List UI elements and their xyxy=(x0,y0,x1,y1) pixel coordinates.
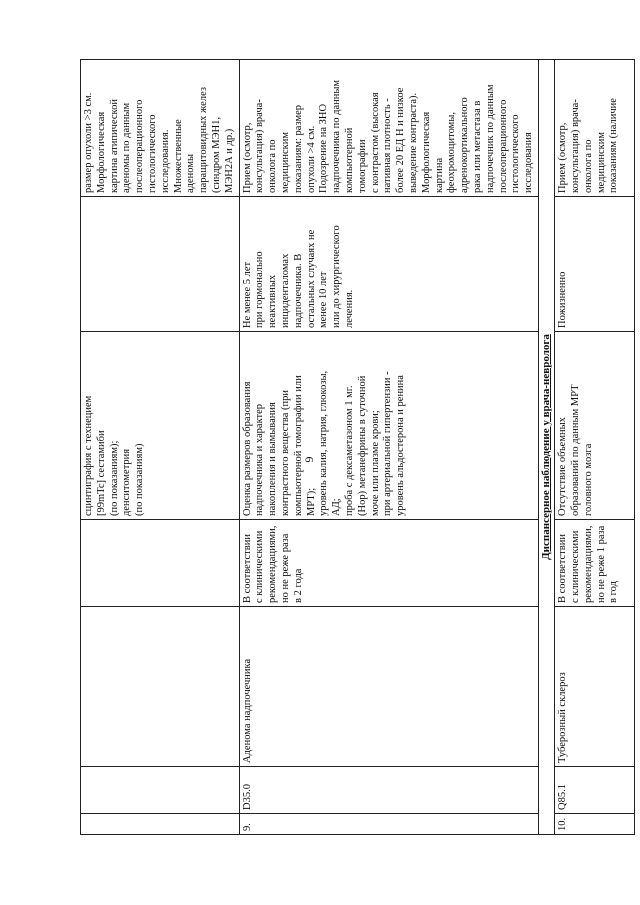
text-line: (Нор) метанефрины в суточной xyxy=(356,375,368,516)
text-line: МРТ); xyxy=(305,487,317,516)
text-line: компьютерной томографии или xyxy=(292,375,304,516)
section-row xyxy=(538,60,554,835)
text-line: гистологического xyxy=(146,114,158,193)
text-line: послеоперационного xyxy=(134,99,146,193)
cell-frequency xyxy=(239,520,538,607)
text-line: гистологического xyxy=(510,114,522,193)
text-line: Прием (осмотр, xyxy=(557,122,569,193)
text-line: размер опухоли >3 см. xyxy=(83,92,94,193)
cell-name: Аденома надпочечника xyxy=(239,607,538,767)
text-line: (синдром МЭН1, xyxy=(210,116,222,193)
text-line: Морфологическая xyxy=(95,111,107,193)
text-line: при гормонально xyxy=(254,251,266,328)
text-line: уровень калия, натрия, глюкозы, xyxy=(318,370,330,516)
cell-criteria xyxy=(239,60,538,197)
text-line: онколога по xyxy=(267,139,279,193)
cell-tests xyxy=(239,332,538,520)
text-line: моче или плазме крови; xyxy=(369,410,381,516)
text-line: Не менее 5 лет xyxy=(241,261,253,328)
cell-tests xyxy=(555,332,635,520)
text-line: опухоли >4 см. xyxy=(305,125,317,193)
text-line: показаниям (наличие xyxy=(608,98,620,193)
text-line: исследования xyxy=(523,132,535,193)
text-line: картина xyxy=(433,157,445,193)
table-row-continuation xyxy=(81,60,240,835)
text-line: при артериальной гипертензии - xyxy=(382,371,394,516)
text-line: уровень альдостерона и ренина xyxy=(395,375,407,516)
text-line: головного мозга xyxy=(582,443,594,516)
text-line: образований по данным МРТ xyxy=(570,384,582,516)
text-line: онколога по xyxy=(582,139,594,193)
text-line: исследования. xyxy=(159,129,171,193)
text-line: лечения. xyxy=(343,289,355,328)
text-line: более 20 ЕД Н и низкое xyxy=(395,87,407,193)
cell-name: Туберозный склероз xyxy=(555,607,635,767)
text-line: с клиническими xyxy=(254,530,266,603)
cell-num-empty xyxy=(81,814,240,835)
text-line: с клиническими xyxy=(570,530,582,603)
text-line: компьютерной xyxy=(343,127,355,193)
text-line: сцинтиграфия с технецием xyxy=(83,395,94,516)
cell-criteria-continuation xyxy=(81,60,240,197)
text-line: медицинским xyxy=(595,131,607,193)
text-line: но не реже 1 раза xyxy=(595,525,607,603)
text-line: феохромоцитомы, xyxy=(446,112,458,193)
text-line: [99mTc] сестамиби xyxy=(95,430,107,516)
text-line: Множественные xyxy=(172,119,184,193)
rotated-page-content xyxy=(80,60,620,835)
text-line: (по показаниям) xyxy=(134,443,146,516)
text-line: надпочечника по данным xyxy=(331,79,343,193)
cell-num: 9. xyxy=(239,814,538,835)
text-line: остальных случаях не xyxy=(305,229,317,328)
cell-duration xyxy=(239,197,538,332)
cell-duration xyxy=(555,197,635,332)
text-line: послеоперационного xyxy=(497,99,509,193)
text-line: В соответствии xyxy=(557,534,569,603)
text-line: рекомендациями, xyxy=(267,525,279,603)
text-line: томографии xyxy=(356,139,368,193)
table-row-10 xyxy=(555,60,635,835)
text-line: Морфологическая xyxy=(420,111,432,193)
text-line: или до хирургического xyxy=(331,225,343,328)
cell-frequency xyxy=(555,520,635,607)
text-line: Отсутствие объемных xyxy=(557,417,569,516)
text-line: рака или метастаза в xyxy=(471,100,483,193)
text-line: консультация) врача- xyxy=(254,99,266,193)
cell-tests-continuation xyxy=(81,332,240,520)
text-line: (по показаниям); xyxy=(108,440,120,516)
section-title: Диспансерное наблюдение у врача-невролога xyxy=(538,60,554,835)
text-line: инциденталомах xyxy=(279,253,291,328)
text-line: рекомендациями, xyxy=(582,525,594,603)
text-line: надпочечника. В xyxy=(292,253,304,328)
table-row-9 xyxy=(239,60,538,835)
cell-code-empty xyxy=(81,767,240,814)
text-line: аденомы xyxy=(185,153,197,193)
text-line: контрастного вещества (при xyxy=(279,389,291,516)
cell-code: D35.0 xyxy=(239,767,538,814)
text-line: адренокортикального xyxy=(459,97,471,193)
text-line: Пожизненно xyxy=(557,271,569,328)
text-line: АД; xyxy=(331,498,343,516)
text-line: МЭН2А и др.) xyxy=(223,128,235,193)
cell-code: Q85.1 xyxy=(555,767,635,814)
text-line: Подозрение на ЗНО xyxy=(318,103,330,193)
cell-duration-empty xyxy=(81,197,240,332)
cell-num: 10. xyxy=(555,814,635,835)
text-line: В соответствии xyxy=(241,534,253,603)
text-line: Прием (осмотр, xyxy=(241,122,253,193)
cell-name-empty xyxy=(81,607,240,767)
text-line: менее 10 лет xyxy=(318,271,330,328)
text-line: в 2 года xyxy=(292,568,304,603)
text-line: Оценка размеров образования xyxy=(241,381,253,516)
cell-frequency-empty xyxy=(81,520,240,607)
text-line: консультация) врача- xyxy=(570,99,582,193)
text-line: аденомы по данным xyxy=(121,102,133,193)
text-line: надпочечник по данным xyxy=(484,84,496,193)
text-line: надпочечника и характер xyxy=(254,403,266,516)
text-line: с контрастом (высокая xyxy=(369,92,381,193)
text-line: медицинским xyxy=(279,131,291,193)
text-line: накопления и вымывания xyxy=(267,402,279,516)
text-line: показаниям: размер xyxy=(292,105,304,193)
dispensary-table xyxy=(80,59,635,835)
text-line: денситометрия xyxy=(121,448,133,516)
text-line: проба с дексаметазоном 1 мг. xyxy=(343,385,355,516)
text-line: но не реже раза xyxy=(279,533,291,603)
text-line: выведение контраста). xyxy=(407,92,419,193)
text-line: неактивных xyxy=(267,274,279,328)
text-line: картина атипической xyxy=(108,99,120,193)
text-line: нативная плотность - xyxy=(382,98,394,193)
text-line: в год xyxy=(608,581,620,603)
page-number: 6 xyxy=(302,456,317,463)
text-line: паращитовидных желез xyxy=(198,86,210,193)
cell-criteria xyxy=(555,60,635,197)
